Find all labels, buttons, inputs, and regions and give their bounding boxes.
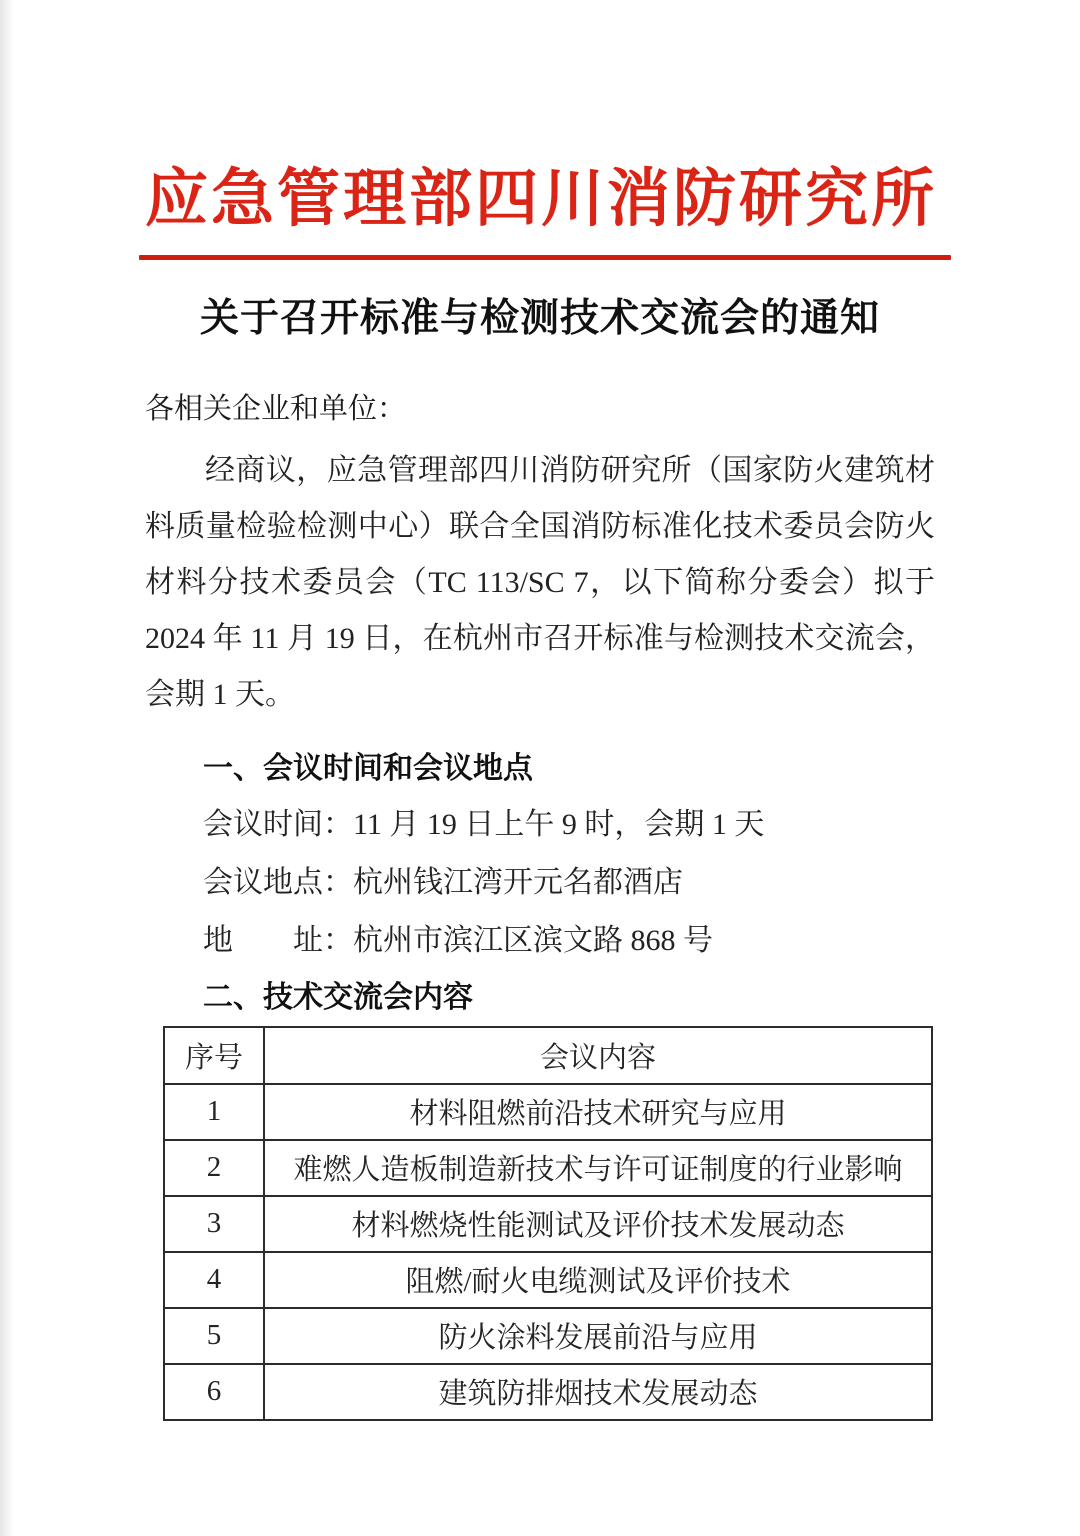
masthead xyxy=(145,156,935,260)
agenda-row-content: 防火涂料发展前沿与应用 xyxy=(264,1308,932,1364)
agenda-table-header xyxy=(164,1027,932,1084)
agenda-row-index: 4 xyxy=(164,1252,264,1308)
agenda-col-content: 会议内容 xyxy=(264,1027,932,1084)
agenda-row xyxy=(164,1196,932,1252)
section2-heading: 二、技术交流会内容 xyxy=(203,980,473,1014)
meeting-time-line: 会议时间：11 月 19 日上午 9 时，会期 1 天 xyxy=(203,807,765,841)
intro-paragraph: 经商议，应急管理部四川消防研究所（国家防火建筑材料质量检验检测中心）联合全国消防标准化技术委员会防火材料分技术委员会（TC 113/SC 7，以下简称分委会）拟于 2024 年 11 月 19 日，在杭州市召开标准与检测技术交流会，会期 1 天。 xyxy=(145,453,935,711)
masthead-divider xyxy=(139,255,951,260)
agenda-row-index: 2 xyxy=(164,1140,264,1196)
agenda-row-content: 阻燃/耐火电缆测试及评价技术 xyxy=(264,1252,932,1308)
agenda-row-content: 建筑防排烟技术发展动态 xyxy=(264,1364,932,1420)
section1-heading: 一、会议时间和会议地点 xyxy=(203,751,533,785)
salutation: 各相关企业和单位： xyxy=(145,392,407,425)
agenda-col-index: 序号 xyxy=(164,1027,264,1084)
agenda-row-index: 5 xyxy=(164,1308,264,1364)
agenda-row xyxy=(164,1084,932,1140)
agenda-row xyxy=(164,1308,932,1364)
meeting-venue-line: 会议地点：杭州钱江湾开元名都酒店 xyxy=(203,865,683,899)
agenda-table-body xyxy=(164,1084,932,1420)
agenda-row-content: 难燃人造板制造新技术与许可证制度的行业影响 xyxy=(264,1140,932,1196)
agenda-row-content: 材料燃烧性能测试及评价技术发展动态 xyxy=(264,1196,932,1252)
agenda-row xyxy=(164,1252,932,1308)
agenda-row-index: 3 xyxy=(164,1196,264,1252)
agenda-table xyxy=(163,1026,933,1421)
agenda-header-row xyxy=(164,1027,932,1084)
agenda-row xyxy=(164,1364,932,1420)
agenda-row xyxy=(164,1140,932,1196)
masthead-title: 应急管理部四川消防研究所 xyxy=(145,164,935,234)
notice-title: 关于召开标准与检测技术交流会的通知 xyxy=(199,296,880,340)
agenda-row-index: 6 xyxy=(164,1364,264,1420)
agenda-row-content: 材料阻燃前沿技术研究与应用 xyxy=(264,1084,932,1140)
meeting-address-line: 地 址：杭州市滨江区滨文路 868 号 xyxy=(203,923,713,957)
agenda-row-index: 1 xyxy=(164,1084,264,1140)
